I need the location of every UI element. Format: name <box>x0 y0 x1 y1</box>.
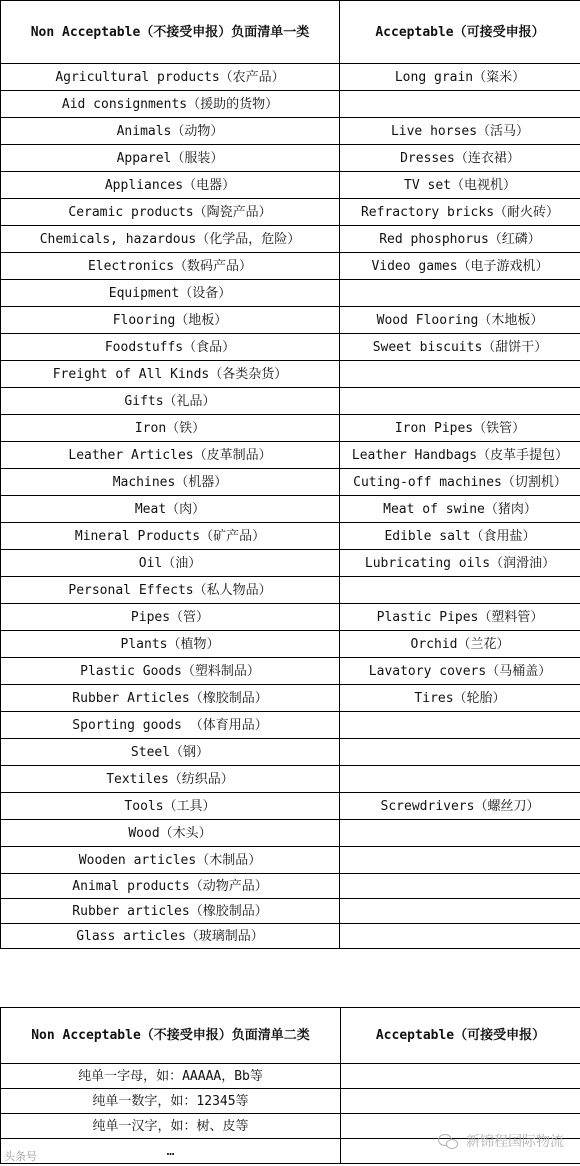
cell-acceptable: TV set（电视机） <box>340 172 580 199</box>
cell-acceptable: Long grain（粢米） <box>340 64 580 91</box>
cell-non-acceptable: Gifts（礼品） <box>1 388 340 415</box>
table-row <box>1 307 580 334</box>
table-row <box>1 712 580 739</box>
table-row <box>1 118 580 145</box>
cell-non-acceptable: Chemicals, hazardous（化学品，危险） <box>1 226 340 253</box>
table-row <box>1 820 580 847</box>
table-row <box>1 64 580 91</box>
table-row <box>1 253 580 280</box>
table-header-row <box>1 1008 580 1064</box>
cell-acceptable: Tires（轮胎） <box>340 685 580 712</box>
cell-non-acceptable: … <box>1 1139 341 1164</box>
cell-non-acceptable: Animals（动物） <box>1 118 340 145</box>
cell-non-acceptable: Rubber Articles（橡胶制品） <box>1 685 340 712</box>
watermark-source: 头条号 <box>4 1150 37 1163</box>
table-row <box>1 631 580 658</box>
cell-acceptable <box>341 1064 580 1089</box>
cell-non-acceptable: Ceramic products（陶瓷产品） <box>1 199 340 226</box>
table-row <box>1 388 580 415</box>
header-acceptable: Acceptable（可接受申报） <box>340 1 580 64</box>
cell-acceptable <box>341 1089 580 1114</box>
cell-non-acceptable: Personal Effects（私人物品） <box>1 577 340 604</box>
watermark-account-name: 新锦程国际物流 <box>466 1134 564 1150</box>
table-row <box>1 793 580 820</box>
cell-acceptable: Meat of swine（猪肉） <box>340 496 580 523</box>
cell-non-acceptable: Wood（木头） <box>1 820 340 847</box>
cell-non-acceptable: Textiles（纺织品） <box>1 766 340 793</box>
table-row <box>1 280 580 307</box>
cell-acceptable <box>340 899 580 924</box>
wechat-icon <box>438 1133 460 1149</box>
cell-acceptable: Red phosphorus（红磷） <box>340 226 580 253</box>
cell-acceptable: Screwdrivers（螺丝刀） <box>340 793 580 820</box>
cell-non-acceptable: Tools（工具） <box>1 793 340 820</box>
cell-non-acceptable: Aid consignments（援助的货物） <box>1 91 340 118</box>
table-row <box>1 1089 580 1114</box>
cell-acceptable <box>340 924 580 949</box>
table-body <box>1 64 580 949</box>
cell-non-acceptable: Glass articles（玻璃制品） <box>1 924 340 949</box>
cell-acceptable: Iron Pipes（铁管） <box>340 415 580 442</box>
table-row <box>1 442 580 469</box>
header-non-acceptable: Non Acceptable（不接受申报）负面清单二类 <box>1 1008 341 1064</box>
cell-non-acceptable: Foodstuffs（食品） <box>1 334 340 361</box>
cell-non-acceptable: 纯单一数字，如：12345等 <box>1 1089 341 1114</box>
table-row <box>1 766 580 793</box>
cell-acceptable: Live horses（活马） <box>340 118 580 145</box>
table-row <box>1 577 580 604</box>
cell-non-acceptable: Animal products（动物产品） <box>1 874 340 899</box>
table-row <box>1 924 580 949</box>
cell-non-acceptable: Leather Articles（皮革制品） <box>1 442 340 469</box>
table-header-row <box>1 1 580 64</box>
cell-non-acceptable: Iron（铁） <box>1 415 340 442</box>
cell-non-acceptable: 纯单一汉字，如：树、皮等 <box>1 1114 341 1139</box>
cell-non-acceptable: Pipes（管） <box>1 604 340 631</box>
table-row <box>1 685 580 712</box>
table-row <box>1 523 580 550</box>
table-row <box>1 550 580 577</box>
cell-acceptable: Lubricating oils（润滑油） <box>340 550 580 577</box>
cell-acceptable: Refractory bricks（耐火砖） <box>340 199 580 226</box>
table-row <box>1 1064 580 1089</box>
cell-non-acceptable: Wooden articles（木制品） <box>1 847 340 874</box>
table-row <box>1 899 580 924</box>
cell-acceptable: Sweet biscuits（甜饼干） <box>340 334 580 361</box>
cell-acceptable <box>340 91 580 118</box>
table-row <box>1 658 580 685</box>
table-row <box>1 361 580 388</box>
cell-non-acceptable: Freight of All Kinds（各类杂货） <box>1 361 340 388</box>
cell-non-acceptable: Agricultural products（农产品） <box>1 64 340 91</box>
table-row <box>1 874 580 899</box>
cell-non-acceptable: 纯单一字母，如：AAAAA，Bb等 <box>1 1064 341 1089</box>
cell-non-acceptable: Appliances（电器） <box>1 172 340 199</box>
cell-acceptable: Edible salt（食用盐） <box>340 523 580 550</box>
cell-acceptable <box>340 712 580 739</box>
table-row <box>1 334 580 361</box>
cell-non-acceptable: Meat（肉） <box>1 496 340 523</box>
cell-acceptable: Cuting-off machines（切割机） <box>340 469 580 496</box>
cell-non-acceptable: Apparel（服装） <box>1 145 340 172</box>
cell-non-acceptable: Mineral Products（矿产品） <box>1 523 340 550</box>
cell-acceptable: Orchid（兰花） <box>340 631 580 658</box>
cell-acceptable: Video games（电子游戏机） <box>340 253 580 280</box>
cell-acceptable: Dresses（连衣裙） <box>340 145 580 172</box>
table-row <box>1 847 580 874</box>
cell-acceptable <box>340 361 580 388</box>
cell-non-acceptable: Electronics（数码产品） <box>1 253 340 280</box>
table-row <box>1 415 580 442</box>
header-non-acceptable: Non Acceptable（不接受申报）负面清单一类 <box>1 1 340 64</box>
cell-non-acceptable: Sporting goods （体育用品） <box>1 712 340 739</box>
cell-non-acceptable: Oil（油） <box>1 550 340 577</box>
cell-acceptable <box>340 577 580 604</box>
cell-acceptable <box>340 874 580 899</box>
table-row <box>1 199 580 226</box>
cell-non-acceptable: Steel（钢） <box>1 739 340 766</box>
cell-acceptable <box>340 280 580 307</box>
cell-non-acceptable: Equipment（设备） <box>1 280 340 307</box>
table-row <box>1 739 580 766</box>
cell-acceptable <box>340 388 580 415</box>
cell-acceptable: Plastic Pipes（塑料管） <box>340 604 580 631</box>
cell-acceptable <box>340 820 580 847</box>
watermark-account <box>438 1131 564 1151</box>
table-row <box>1 226 580 253</box>
cell-acceptable <box>340 766 580 793</box>
cell-non-acceptable: Rubber articles（橡胶制品） <box>1 899 340 924</box>
table-row <box>1 172 580 199</box>
table-row <box>1 469 580 496</box>
cell-acceptable: Wood Flooring（木地板） <box>340 307 580 334</box>
cell-acceptable <box>340 739 580 766</box>
cell-non-acceptable: Plants（植物） <box>1 631 340 658</box>
cell-acceptable: Leather Handbags（皮革手提包） <box>340 442 580 469</box>
table-row <box>1 145 580 172</box>
cell-acceptable: Lavatory covers（马桶盖） <box>340 658 580 685</box>
table-row <box>1 496 580 523</box>
cell-non-acceptable: Flooring（地板） <box>1 307 340 334</box>
cell-acceptable <box>340 847 580 874</box>
table-row <box>1 604 580 631</box>
cell-non-acceptable: Machines（机器） <box>1 469 340 496</box>
header-acceptable: Acceptable（可接受申报） <box>341 1008 580 1064</box>
table-row <box>1 91 580 118</box>
cell-non-acceptable: Plastic Goods（塑料制品） <box>1 658 340 685</box>
